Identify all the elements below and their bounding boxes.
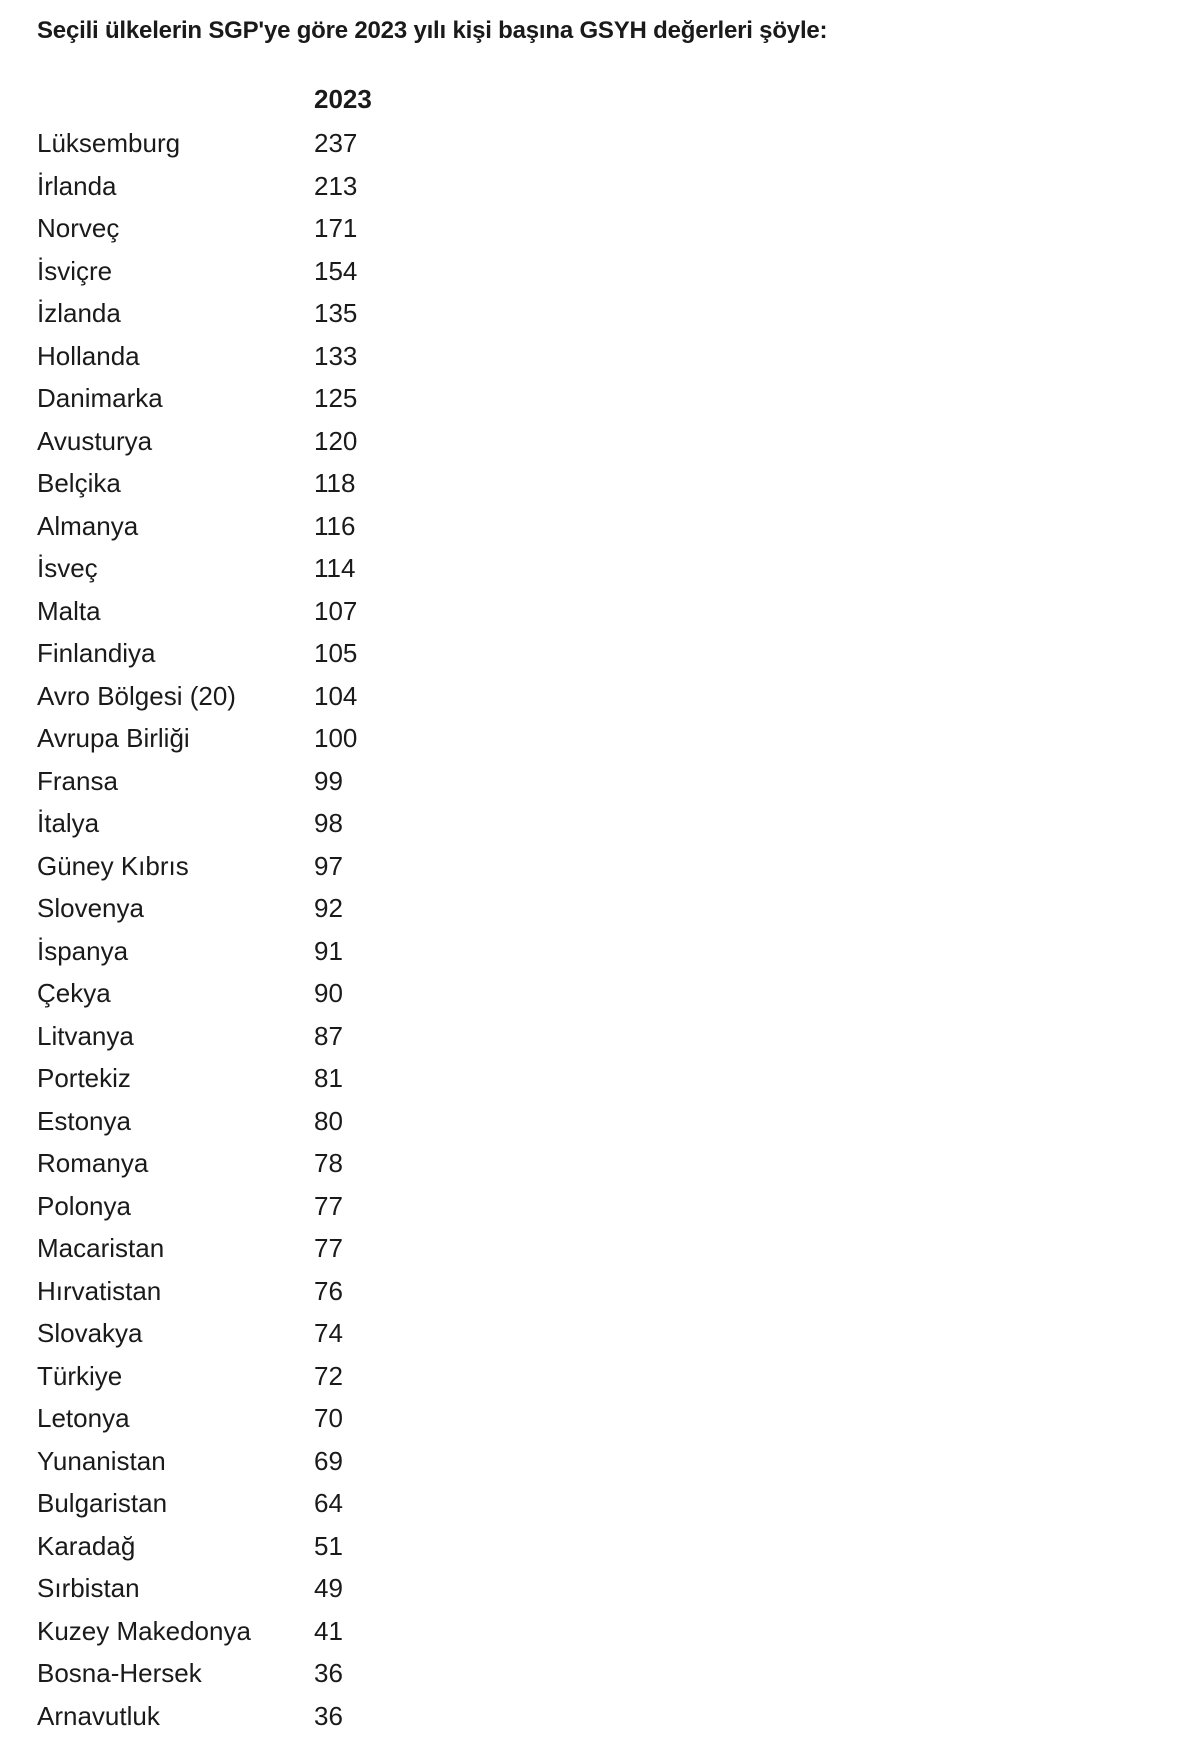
table-row	[37, 632, 434, 675]
country-cell: İtalya	[37, 802, 314, 845]
value-cell: 77	[314, 1185, 434, 1228]
country-cell: İsveç	[37, 547, 314, 590]
gdp-per-capita-table	[37, 76, 434, 1737]
value-cell: 114	[314, 547, 434, 590]
table-row	[37, 1695, 434, 1737]
table-row	[37, 547, 434, 590]
value-cell: 118	[314, 462, 434, 505]
value-cell: 171	[314, 207, 434, 250]
country-cell: Hollanda	[37, 335, 314, 378]
table-header-row	[37, 76, 434, 122]
country-cell: Macaristan	[37, 1227, 314, 1270]
value-cell: 49	[314, 1567, 434, 1610]
value-cell: 105	[314, 632, 434, 675]
value-cell: 78	[314, 1142, 434, 1185]
article-content	[37, 14, 1157, 48]
table-row	[37, 1142, 434, 1185]
country-cell: Estonya	[37, 1100, 314, 1143]
value-cell: 120	[314, 420, 434, 463]
country-cell: İzlanda	[37, 292, 314, 335]
value-cell: 64	[314, 1482, 434, 1525]
table-row	[37, 505, 434, 548]
table-body	[37, 122, 434, 1737]
value-cell: 51	[314, 1525, 434, 1568]
country-cell: Litvanya	[37, 1015, 314, 1058]
country-cell: Slovakya	[37, 1312, 314, 1355]
value-cell: 100	[314, 717, 434, 760]
country-cell: Avro Bölgesi (20)	[37, 675, 314, 718]
country-cell: Avusturya	[37, 420, 314, 463]
country-cell: Kuzey Makedonya	[37, 1610, 314, 1653]
country-cell: Karadağ	[37, 1525, 314, 1568]
country-cell: Güney Kıbrıs	[37, 845, 314, 888]
table-row	[37, 165, 434, 208]
value-cell: 36	[314, 1695, 434, 1737]
table-row	[37, 845, 434, 888]
country-cell: Belçika	[37, 462, 314, 505]
table-row	[37, 972, 434, 1015]
value-cell: 41	[314, 1610, 434, 1653]
table-row	[37, 1312, 434, 1355]
value-cell: 116	[314, 505, 434, 548]
table-row	[37, 207, 434, 250]
table-row	[37, 1100, 434, 1143]
value-cell: 91	[314, 930, 434, 973]
country-cell: Letonya	[37, 1397, 314, 1440]
value-cell: 133	[314, 335, 434, 378]
table-row	[37, 462, 434, 505]
table-row	[37, 760, 434, 803]
country-cell: Çekya	[37, 972, 314, 1015]
country-cell: İrlanda	[37, 165, 314, 208]
value-cell: 81	[314, 1057, 434, 1100]
value-cell: 90	[314, 972, 434, 1015]
table-row	[37, 1397, 434, 1440]
value-cell: 135	[314, 292, 434, 335]
table-row	[37, 1567, 434, 1610]
country-cell: Bulgaristan	[37, 1482, 314, 1525]
value-cell: 70	[314, 1397, 434, 1440]
table-row	[37, 122, 434, 165]
country-cell: Türkiye	[37, 1355, 314, 1398]
table-row	[37, 930, 434, 973]
table-row	[37, 1482, 434, 1525]
table-row	[37, 250, 434, 293]
table-row	[37, 887, 434, 930]
value-cell: 237	[314, 122, 434, 165]
table-row	[37, 420, 434, 463]
value-cell: 92	[314, 887, 434, 930]
value-cell: 87	[314, 1015, 434, 1058]
table-row	[37, 377, 434, 420]
table-row	[37, 1652, 434, 1695]
table-row	[37, 1525, 434, 1568]
page-title: Seçili ülkelerin SGP'ye göre 2023 yılı kişi başına GSYH değerleri şöyle:	[37, 14, 1157, 48]
value-cell: 80	[314, 1100, 434, 1143]
country-cell: Sırbistan	[37, 1567, 314, 1610]
table-row	[37, 1610, 434, 1653]
header-year-cell: 2023	[314, 76, 434, 122]
table-row	[37, 1227, 434, 1270]
country-cell: Polonya	[37, 1185, 314, 1228]
country-cell: Bosna-Hersek	[37, 1652, 314, 1695]
value-cell: 97	[314, 845, 434, 888]
value-cell: 74	[314, 1312, 434, 1355]
country-cell: Norveç	[37, 207, 314, 250]
value-cell: 154	[314, 250, 434, 293]
table-row	[37, 1057, 434, 1100]
table-row	[37, 590, 434, 633]
country-cell: İsviçre	[37, 250, 314, 293]
table-row	[37, 717, 434, 760]
country-cell: Malta	[37, 590, 314, 633]
table-row	[37, 1270, 434, 1313]
country-cell: Yunanistan	[37, 1440, 314, 1483]
value-cell: 99	[314, 760, 434, 803]
value-cell: 107	[314, 590, 434, 633]
value-cell: 69	[314, 1440, 434, 1483]
country-cell: İspanya	[37, 930, 314, 973]
country-cell: Danimarka	[37, 377, 314, 420]
country-cell: Lüksemburg	[37, 122, 314, 165]
table-row	[37, 1185, 434, 1228]
country-cell: Almanya	[37, 505, 314, 548]
header-country-cell	[37, 76, 314, 122]
country-cell: Portekiz	[37, 1057, 314, 1100]
value-cell: 104	[314, 675, 434, 718]
table-row	[37, 335, 434, 378]
value-cell: 76	[314, 1270, 434, 1313]
value-cell: 36	[314, 1652, 434, 1695]
country-cell: Romanya	[37, 1142, 314, 1185]
table-row	[37, 1355, 434, 1398]
country-cell: Arnavutluk	[37, 1695, 314, 1737]
country-cell: Slovenya	[37, 887, 314, 930]
table-row	[37, 292, 434, 335]
value-cell: 77	[314, 1227, 434, 1270]
country-cell: Avrupa Birliği	[37, 717, 314, 760]
value-cell: 213	[314, 165, 434, 208]
value-cell: 98	[314, 802, 434, 845]
country-cell: Finlandiya	[37, 632, 314, 675]
value-cell: 125	[314, 377, 434, 420]
table-row	[37, 675, 434, 718]
value-cell: 72	[314, 1355, 434, 1398]
country-cell: Hırvatistan	[37, 1270, 314, 1313]
table-row	[37, 802, 434, 845]
table-row	[37, 1440, 434, 1483]
table-row	[37, 1015, 434, 1058]
country-cell: Fransa	[37, 760, 314, 803]
